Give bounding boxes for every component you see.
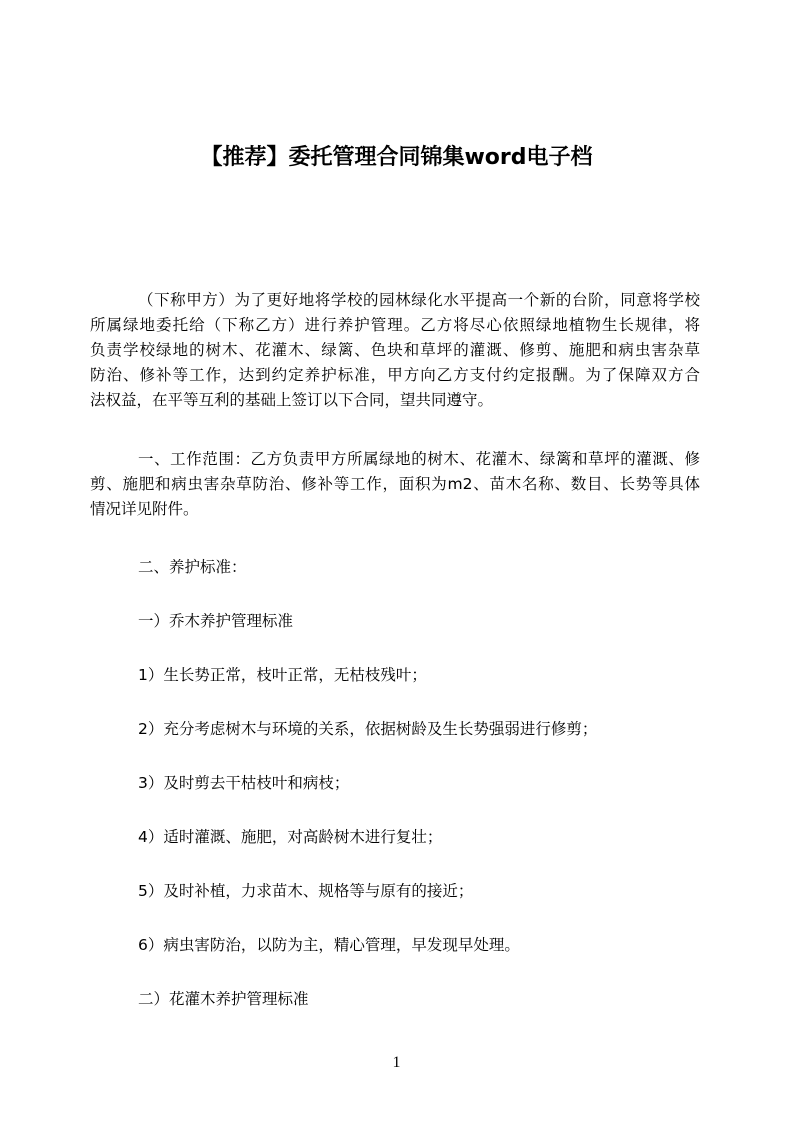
list-item: 5）及时补植，力求苗木、规格等与原有的接近； (138, 882, 474, 900)
section-heading: 二、养护标准： (138, 558, 247, 576)
list-item: 2）充分考虑树木与环境的关系，依据树龄及生长势强弱进行修剪； (138, 720, 598, 738)
list-item: 1）生长势正常，枝叶正常，无枯枝残叶； (138, 666, 427, 684)
list-item: 3）及时剪去干枯枝叶和病枝； (138, 774, 350, 792)
subsection-heading: 二）花灌木养护管理标准 (138, 990, 309, 1008)
intro-line: 负责学校绿地的树木、花灌木、绿篱、色块和草坪的灌溉、修剪、施肥和病虫害杂草 (90, 341, 700, 359)
intro-line: （下称甲方）为了更好地将学校的园林绿化水平提高一个新的台阶，同意将学校 (138, 291, 700, 309)
list-item: 6）病虫害防治，以防为主，精心管理，早发现早处理。 (138, 936, 520, 954)
scope-line: 情况详见附件。 (90, 500, 199, 518)
intro-line: 法权益，在平等互利的基础上签订以下合同，望共同遵守。 (90, 391, 494, 409)
intro-line: 所属绿地委托给（下称乙方）进行养护管理。乙方将尽心依照绿地植物生长规律，将 (90, 316, 700, 334)
list-item: 4）适时灌溉、施肥，对高龄树木进行复壮； (138, 828, 443, 846)
intro-line: 防治、修补等工作，达到约定养护标准，甲方向乙方支付约定报酬。为了保障双方合 (90, 366, 700, 384)
document-title: 【推荐】委托管理合同锦集word电子档 (200, 145, 593, 170)
scope-line: 一、工作范围：乙方负责甲方所属绿地的树木、花灌木、绿篱和草坪的灌溉、修 (138, 450, 700, 468)
subsection-heading: 一）乔木养护管理标准 (138, 612, 294, 630)
page-number: 1 (392, 1054, 401, 1071)
scope-line: 剪、施肥和病虫害杂草防治、修补等工作，面积为m2、苗木名称、数目、长势等具体 (90, 475, 700, 493)
